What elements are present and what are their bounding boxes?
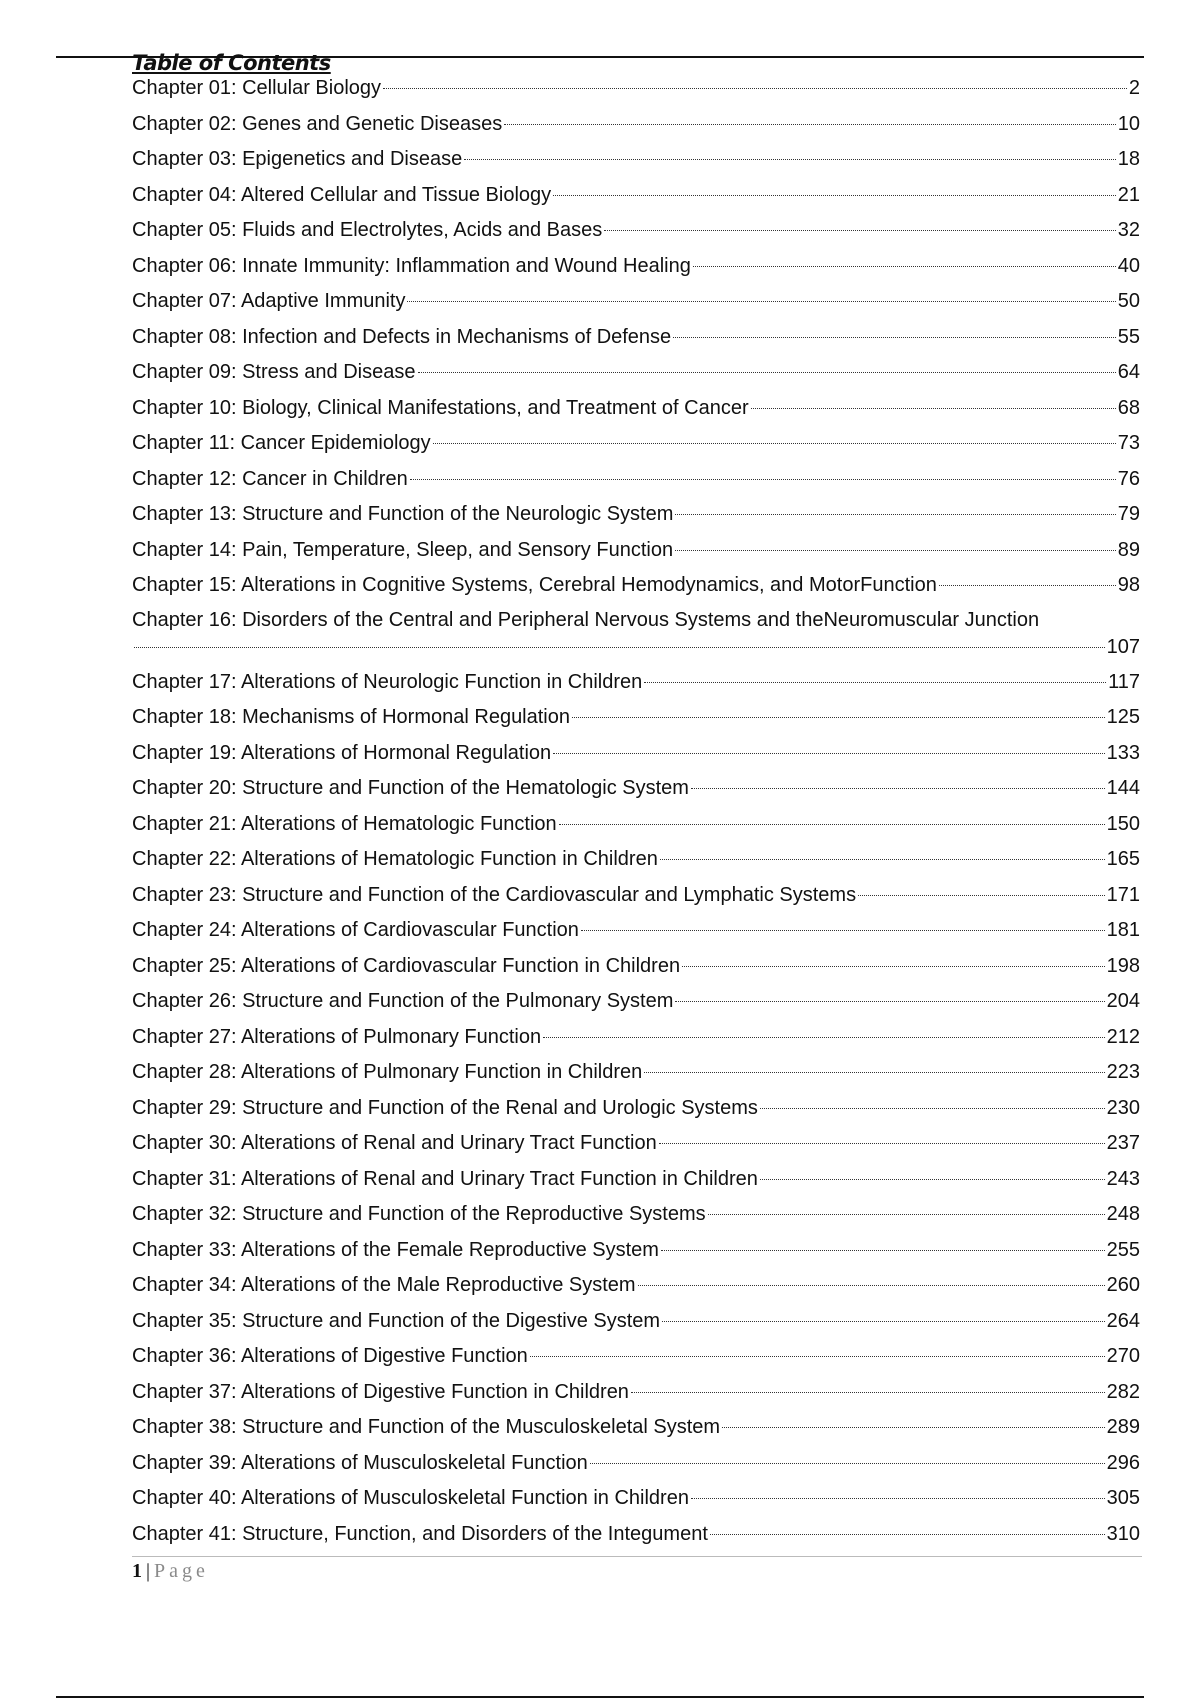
toc-entry-label: Chapter 15: Alterations in Cognitive Systems, Cerebral Hemodynamics, and MotorFunction — [132, 574, 937, 596]
toc-entry-label: Chapter 19: Alterations of Hormonal Regulation — [132, 741, 552, 764]
toc-entry-page: 125 — [1106, 706, 1140, 728]
toc-entry-page: 68 — [1117, 396, 1140, 419]
dot-leader — [604, 230, 1115, 231]
document-page — [132, 53, 1140, 1554]
footer-rule — [132, 1556, 1142, 1557]
toc-entry[interactable] — [132, 844, 1140, 880]
toc-entry-label: Chapter 01: Cellular Biology — [132, 77, 382, 99]
toc-entry[interactable] — [132, 667, 1140, 703]
toc-entry-label: Chapter 08: Infection and Defects in Mechanisms of Defense — [132, 325, 672, 348]
dot-leader — [760, 1108, 1105, 1109]
dot-leader — [134, 647, 1105, 648]
toc-entry-page: 150 — [1106, 812, 1140, 835]
toc-entry-page: 89 — [1117, 538, 1140, 561]
toc-entry[interactable] — [132, 464, 1140, 500]
toc-entry[interactable] — [132, 428, 1140, 464]
toc-entry-label: Chapter 33: Alterations of the Female Reproductive System — [132, 1238, 659, 1261]
toc-entry-page: 181 — [1106, 919, 1140, 941]
toc-entry[interactable] — [132, 1128, 1140, 1164]
toc-entry[interactable] — [132, 109, 1140, 145]
dot-leader — [530, 1356, 1105, 1357]
toc-entry-page: 76 — [1117, 467, 1140, 490]
toc-entry-page: 171 — [1106, 883, 1140, 906]
toc-entry[interactable] — [132, 1093, 1140, 1129]
toc-entry-label: Chapter 18: Mechanisms of Hormonal Regulation — [132, 706, 570, 728]
toc-entry-label: Chapter 25: Alterations of Cardiovascular Function in Children — [132, 954, 681, 977]
toc-entry-label: Chapter 38: Structure and Function of the Musculoskeletal System — [132, 1416, 721, 1438]
dot-leader — [464, 159, 1116, 160]
toc-entry[interactable] — [132, 251, 1140, 287]
toc-entry-label: Chapter 14: Pain, Temperature, Sleep, and Sensory Function — [132, 538, 674, 561]
toc-entry[interactable] — [132, 1057, 1140, 1093]
dot-leader — [572, 717, 1105, 718]
toc-entry-label: Chapter 41: Structure, Function, and Disorders of the Integument — [132, 1522, 708, 1545]
toc-entry[interactable] — [132, 702, 1140, 738]
toc-entry[interactable] — [132, 1519, 1140, 1555]
toc-entry-label: Chapter 20: Structure and Function of the Hematologic System — [132, 777, 689, 799]
toc-entry-page: 204 — [1106, 990, 1140, 1012]
toc-entry-label: Chapter 40: Alterations of Musculoskeletal Function in Children — [132, 1487, 689, 1509]
dot-leader — [418, 372, 1116, 373]
dot-leader — [638, 1285, 1105, 1286]
toc-entry-page: 282 — [1106, 1380, 1140, 1403]
toc-entry[interactable] — [132, 1270, 1140, 1306]
toc-entry-label: Chapter 32: Structure and Function of the Reproductive Systems — [132, 1203, 706, 1225]
dot-leader — [662, 1321, 1105, 1322]
dot-leader — [644, 682, 1106, 683]
toc-entry-page: 40 — [1117, 254, 1140, 277]
toc-entry-page: 230 — [1106, 1096, 1140, 1119]
toc-entry-page: 243 — [1106, 1167, 1140, 1190]
toc-entry-label: Chapter 26: Structure and Function of the Pulmonary System — [132, 990, 674, 1012]
toc-entry[interactable] — [132, 322, 1140, 358]
toc-entry-page: 248 — [1106, 1203, 1140, 1225]
toc-entry-label: Chapter 05: Fluids and Electrolytes, Acids and Bases — [132, 219, 603, 241]
dot-leader — [383, 88, 1127, 89]
toc-entry[interactable] — [132, 1235, 1140, 1271]
dot-leader — [675, 550, 1116, 551]
dot-leader — [631, 1392, 1105, 1393]
toc-entry-label: Chapter 34: Alterations of the Male Reproductive System — [132, 1274, 636, 1296]
toc-entry[interactable] — [132, 357, 1140, 393]
toc-entry-page: 73 — [1117, 432, 1140, 454]
toc-entry[interactable] — [132, 738, 1140, 774]
dot-leader — [675, 1001, 1104, 1002]
toc-entry-label: Chapter 28: Alterations of Pulmonary Function in Children — [132, 1061, 643, 1083]
toc-entry[interactable] — [132, 809, 1140, 845]
toc-entry[interactable] — [132, 1448, 1140, 1484]
toc-entry-label: Chapter 13: Structure and Function of the Neurologic System — [132, 503, 674, 525]
dot-leader — [581, 930, 1105, 931]
dot-leader — [553, 195, 1116, 196]
toc-entry-label: Chapter 11: Cancer Epidemiology — [132, 432, 431, 454]
toc-entry-page: 2 — [1128, 77, 1140, 99]
bottom-border-rule — [56, 1696, 1144, 1698]
toc-entry-page: 264 — [1106, 1309, 1140, 1332]
toc-entry[interactable] — [132, 880, 1140, 916]
toc-entry-page: 165 — [1106, 848, 1140, 870]
toc-entry[interactable] — [132, 535, 1140, 571]
toc-entry-label: Chapter 37: Alterations of Digestive Function in Children — [132, 1380, 629, 1403]
toc-entry[interactable] — [132, 951, 1140, 987]
dot-leader — [407, 301, 1115, 302]
toc-entry-page: 255 — [1106, 1238, 1140, 1261]
toc-entry-page: 212 — [1106, 1025, 1140, 1048]
toc-entry-label: Chapter 16: Disorders of the Central and Peripheral Nervous Systems and theNeuromuscular Junction — [132, 608, 1040, 631]
dot-leader — [722, 1427, 1105, 1428]
toc-entry[interactable] — [132, 1164, 1140, 1200]
dot-leader — [543, 1037, 1105, 1038]
toc-entry-page: 144 — [1106, 777, 1140, 799]
toc-entry-label: Chapter 24: Alterations of Cardiovascular Function — [132, 919, 579, 941]
dot-leader — [708, 1214, 1105, 1215]
toc-entry-page: 133 — [1106, 741, 1140, 764]
dot-leader — [691, 1498, 1105, 1499]
toc-entry-page: 289 — [1106, 1416, 1140, 1438]
toc-entry[interactable] — [132, 73, 1140, 109]
toc-title: Table of Contents — [132, 51, 331, 75]
toc-entry-page: 21 — [1117, 183, 1140, 206]
dot-leader — [682, 966, 1105, 967]
toc-entry[interactable] — [132, 773, 1140, 809]
toc-entry[interactable] — [132, 286, 1140, 322]
dot-leader — [858, 895, 1105, 896]
toc-entry[interactable] — [132, 570, 1140, 606]
toc-entry-label: Chapter 17: Alterations of Neurologic Function in Children — [132, 670, 643, 693]
toc-entry-label: Chapter 27: Alterations of Pulmonary Function — [132, 1025, 542, 1048]
toc-entry[interactable] — [132, 215, 1140, 251]
dot-leader — [661, 1250, 1105, 1251]
dot-leader — [673, 337, 1116, 338]
toc-entry-label: Chapter 09: Stress and Disease — [132, 361, 416, 383]
toc-entry-page: 305 — [1106, 1487, 1140, 1509]
toc-entry-label: Chapter 30: Alterations of Renal and Urinary Tract Function — [132, 1132, 657, 1154]
toc-entry-page: 50 — [1117, 290, 1140, 312]
toc-entry-page: 270 — [1106, 1345, 1140, 1367]
toc-entry[interactable] — [132, 915, 1140, 951]
dot-leader — [693, 266, 1116, 267]
toc-entry-label: Chapter 21: Alterations of Hematologic Function — [132, 812, 557, 835]
dot-leader — [691, 788, 1105, 789]
toc-entry-page: 107 — [1106, 635, 1140, 658]
toc-entry[interactable] — [132, 986, 1140, 1022]
toc-entry-label: Chapter 07: Adaptive Immunity — [132, 290, 406, 312]
toc-entry[interactable] — [132, 144, 1140, 180]
dot-leader — [433, 443, 1116, 444]
toc-entry-page: 10 — [1117, 112, 1140, 135]
toc-entry-page: 117 — [1108, 670, 1140, 693]
toc-entry-page: 98 — [1117, 574, 1140, 596]
toc-entry[interactable] — [132, 180, 1140, 216]
footer-separator: | — [146, 1560, 151, 1582]
toc-entry-page: 223 — [1106, 1061, 1140, 1083]
toc-entry-page: 310 — [1106, 1522, 1140, 1545]
toc-entry-page: 32 — [1117, 219, 1140, 241]
dot-leader — [675, 514, 1115, 515]
toc-entry[interactable] — [132, 1022, 1140, 1058]
toc-list — [132, 73, 1140, 1554]
dot-leader — [553, 753, 1104, 754]
toc-entry[interactable] — [132, 606, 1140, 667]
toc-entry-label: Chapter 02: Genes and Genetic Diseases — [132, 112, 503, 135]
toc-entry[interactable] — [132, 1199, 1140, 1235]
toc-entry-page: 237 — [1106, 1132, 1140, 1154]
toc-entry[interactable] — [132, 393, 1140, 429]
toc-entry-page: 64 — [1117, 361, 1140, 383]
dot-leader — [660, 859, 1105, 860]
toc-entry-label: Chapter 31: Alterations of Renal and Urinary Tract Function in Children — [132, 1167, 758, 1190]
toc-entry-page: 260 — [1106, 1274, 1140, 1296]
dot-leader — [751, 408, 1116, 409]
toc-entry-label: Chapter 29: Structure and Function of the Renal and Urologic Systems — [132, 1096, 758, 1119]
toc-entry-page: 296 — [1106, 1451, 1140, 1474]
footer-page-word: Page — [154, 1560, 209, 1582]
dot-leader — [760, 1179, 1105, 1180]
toc-entry[interactable] — [132, 499, 1140, 535]
dot-leader — [644, 1072, 1104, 1073]
toc-entry-label: Chapter 06: Innate Immunity: Inflammation and Wound Healing — [132, 254, 691, 277]
toc-entry-label: Chapter 04: Altered Cellular and Tissue Biology — [132, 183, 552, 206]
toc-entry-label: Chapter 22: Alterations of Hematologic Function in Children — [132, 848, 658, 870]
toc-entry-page: 79 — [1117, 503, 1140, 525]
toc-entry-label: Chapter 23: Structure and Function of the Cardiovascular and Lymphatic Systems — [132, 883, 857, 906]
toc-entry[interactable] — [132, 1483, 1140, 1519]
toc-entry[interactable] — [132, 1341, 1140, 1377]
toc-entry-page: 198 — [1106, 954, 1140, 977]
toc-entry-label: Chapter 39: Alterations of Musculoskeletal Function — [132, 1451, 588, 1474]
page-footer — [132, 1560, 209, 1583]
dot-leader — [410, 479, 1116, 480]
dot-leader — [504, 124, 1116, 125]
footer-page-number: 1 — [132, 1560, 142, 1582]
toc-entry-page: 55 — [1117, 325, 1140, 348]
toc-entry-label: Chapter 03: Epigenetics and Disease — [132, 148, 463, 170]
dot-leader — [710, 1534, 1105, 1535]
toc-entry-page: 18 — [1117, 148, 1140, 170]
toc-entry-label: Chapter 12: Cancer in Children — [132, 467, 408, 490]
toc-entry[interactable] — [132, 1377, 1140, 1413]
dot-leader — [559, 824, 1105, 825]
dot-leader — [939, 585, 1116, 586]
toc-entry[interactable] — [132, 1306, 1140, 1342]
toc-entry-label: Chapter 35: Structure and Function of the Digestive System — [132, 1309, 661, 1332]
dot-leader — [590, 1463, 1105, 1464]
toc-entry-continuation — [132, 634, 1140, 660]
dot-leader — [659, 1143, 1105, 1144]
toc-entry-label: Chapter 36: Alterations of Digestive Function — [132, 1345, 528, 1367]
toc-entry-label: Chapter 10: Biology, Clinical Manifestations, and Treatment of Cancer — [132, 396, 749, 419]
toc-entry[interactable] — [132, 1412, 1140, 1448]
